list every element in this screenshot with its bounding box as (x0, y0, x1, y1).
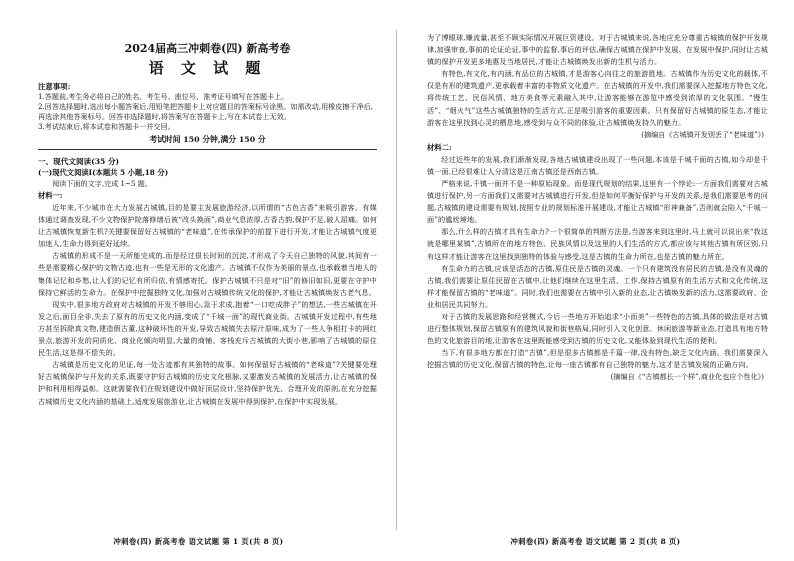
subsection-heading: (一)现代文阅读Ⅰ(本题共 5 小题,18 分) (38, 168, 169, 177)
material-1-label: 材料一: (38, 191, 63, 200)
paragraph: 为了博眼球,赚流量,甚至不顾实际情况开展巨资建设。对于古城镇来说,各地应充分尊重古城镇的保护开发规律,加强审查,事前的论证论证,事中的监督,事后的评估,确保古城镇在保护中发展、在发展中保护,同时让古城镇的保护开发更多地惠及当地居民,才能让古城镇焕发出新的生机与活力。 (427, 33, 768, 67)
paragraph: 严格来说,千镇一面并不是一种原始现象。而是现代规划的结果,这里有一个悖论:一方面我们需要对古城镇进行保护,另一方面我们又需要对古城镇进行开发,但是如何平衡好保护与开发的关系,是我们需要思考的问题,古城镇的建设需要有规划,按照专业的规划标准开展建设,才能让古城镇“形神兼备”,否则就会陷入“千城一面”的尴尬境地。 (427, 178, 768, 225)
exam-title: 2024届高三冲刺卷(四) 新高考卷 (124, 42, 291, 55)
reading-instruction: 阅读下面的文字,完成 1~5 题。 (52, 179, 152, 188)
paragraph: 近年来,不少城市在大力发展古城镇,目的是要主发展旅游经济,以所谓的“古色古香”来吸引游客。有媒体通过调查发现,不少文物保护院落修缮后被“改头换面”,商业气息浓厚,古香古韵,保护不足,破人屈痛。如何让古城镇恢复新生机?关键要保留好古城镇的“老味道”,在传承保护的前提下进行开发,才能让古城镇气度更加迷人,生命力得到更好延续。 (38, 203, 377, 249)
notice-item: 1.答题前,考生务必将自己的姓名、考生号、座位号、准考证号填写在答题卡上。 (38, 92, 289, 101)
paragraph: 那么,什么样的古镇才具有生命力?一个很简单的判断方法是,当游客来到这里时,马上就可以说出来“我这就是哪里某镇”,古镇所在的地方特色、民族风情以及这里的人们生活的方式,都应该与其他古镇有所区别,只有这样才能让游客在这里找到独特的体验与感受,这是古镇的生命力所在,也是古镇的魅力所在。 (427, 227, 768, 261)
paragraph: 对于古镇的发展思路和经营模式,今后一些地方开始追求“小而美”一些特色的古镇,具体的做法是对古镇进行整体规划,保留古镇原有的建筑风貌和街巷格局,同时引入文化创意、休闲旅游等新业态,打造具有地方特色的文化旅游目的地,让游客在这里既能感受到古镇的历史文化,又能体验到现代生活的便利。 (427, 311, 768, 346)
footer-right: 冲刺卷(四) 新高考卷 语文试题 第 2 页(共 8 页) (510, 537, 681, 546)
citation-1: (摘编自《古城镇开发别丢了“老味道”》) (641, 129, 764, 139)
material-2-label: 材料二: (427, 142, 452, 152)
paragraph: 有特色,有文化,有内涵,有品位的古城镇,才是游客心向往之的旅游胜地。古城镇作为历史文化的载体,不仅是有形的建筑遗产,更承载着丰富的非物质文化遗产。在古城镇的开发中,我们需要深入挖掘地方特色文化,将传统工艺、民俗风情、地方美食等元素融入其中,让游客能够在游览中感受到浓厚的文化氛围。“慢生活”、“烟火气”这些古城镇独特的生活方式,正是吸引游客的重要因素。只有保留好古城镇的原生态,才能让游客在这里找到心灵的栖息地,感受到与众不同的体验,让古城镇焕发持久的魅力。 (427, 69, 768, 127)
paragraph: 当下,有很多地方都在打造“古镇”,但是很多古镇都是千篇一律,没有特色,缺乏文化内涵。我们需要深入挖掘古镇的历史文化,保留古镇的特色,让每一座古镇都有自己独特的魅力,这才是古镇发展的正确方向。 (427, 348, 768, 370)
notice-item: 2.回答选择题时,选出每小题答案后,用铅笔把答题卡上对应题目的答案标号涂黑。如需改动,用橡皮擦干净后,再选涂其他答案标号。回答非选择题时,将答案写在答题卡上,写在本试卷上无效。 (38, 102, 374, 121)
footer-left: 冲刺卷(四) 新高考卷 语文试题 第 1 页(共 8 页) (113, 537, 284, 546)
notice-item: 3.考试结束后,将本试卷和答题卡一并交回。 (38, 122, 175, 131)
paragraph: 现实中,很多地方政府对古城镇的开发不够用心,急于求成,抱着“一口吃成胖子”的想法,一些古城镇在开发之后,面目全非,失去了原有的历史文化内涵,变成了“千城一面”的现代商业街。古城镇开发过程中,有些地方甚至拆除真文物,建造假古董,这种破坏性的开发,导致古城镇失去原汁原味,成为了一些人争相打卡的网红景点,旅游开发的同质化、商业化倾向明显,大量的商铺、客栈充斥古城镇的大街小巷,影响了古城镇的原住民生活,这是得不偿失的。 (38, 299, 377, 358)
citation-2: (摘编自《“古镇都长一个样”,商业化也应个性化》) (610, 372, 764, 382)
divider-line (38, 149, 377, 150)
subject-title: 语 文 试 题 (148, 59, 267, 77)
notices (38, 82, 377, 146)
notices-heading: 注意事项: (38, 82, 71, 91)
page-right (397, 0, 794, 561)
paragraph: 古城镇的形成不是一天所能完成的,而是经过很长时间的沉淀,才形成了今天自己独特的风貌,其间有一些是需要精心保护的文物古迹,也有一些是无形的文化遗产。古城镇不仅作为美丽的景点,也承载着当地人的集体记忆和乡愁,让人们的记忆有所归依,有情感寄托。保护古城镇不只是对“旧”的修旧如旧,更要在守护中保持它鲜活的生命力。在保护中挖掘独特文化,加强对古城镇传统文化的保护,才能让古城镇焕发古老气息。 (38, 251, 377, 297)
paragraph: 有生命力的古镇,应该是活态的古镇,原住民是古镇的灵魂。一个只有建筑没有居民的古镇,是没有灵魂的古镇,我们需要让原住民留在古镇中,让他们继续在这里生活、工作,保持古镇原有的生活方式和文化传统,这样才能保留古镇的“老味道”。同时,我们也需要在古镇中引入新的业态,让古镇焕发新的活力,这需要政府、企业和居民共同努力。 (427, 263, 768, 309)
section-heading: 一、现代文阅读(35 分) (38, 157, 120, 166)
paragraph: 经过近些年的发展,我们渐渐发现,各地古城镇建设出现了一些问题,本该是千城千面的古镇,如今却是千镇一面,已经很难让人分清这是江南古镇还是西南古镇。 (427, 154, 768, 176)
paragraph: 古城镇是历史文化的见证,每一处古迹都有其独特的故事。如何保留好古城镇的“老味道”?关键要处理好古城镇保护与开发的关系,既要守护好古城镇的历史文化根脉,又要激发古城镇的发展活力,让古城镇的保护和利用相得益彰。这就需要我们在规划建设中做好顶层设计,坚持保护优先、合理开发的原则,在充分挖掘古城镇历史文化内涵的基础上,适度发展旅游业,让古城镇在发展中得到保护,在保护中实现发展。 (38, 360, 377, 406)
exam-time-line: 考试时间 150 分钟,满分 150 分 (149, 135, 266, 144)
